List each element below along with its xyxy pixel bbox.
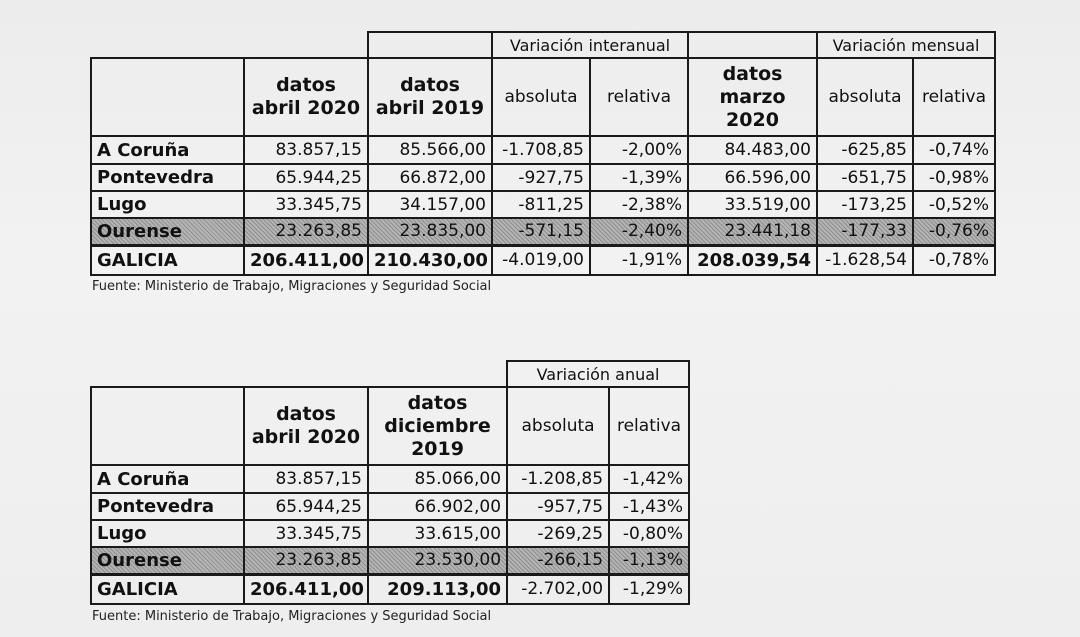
cell-c2: 66.872,00 — [368, 164, 492, 191]
row-label: A Coruña — [91, 136, 244, 164]
cell-c6: -173,25 — [817, 191, 913, 218]
cell-c3: -1.208,85 — [507, 465, 609, 493]
row-label: Ourense — [91, 218, 244, 245]
cell-c2: 85.066,00 — [368, 465, 507, 493]
cell-c3: -4.019,00 — [492, 245, 590, 275]
col-header-relativa: relativa — [913, 58, 995, 136]
row-label: Lugo — [91, 191, 244, 218]
table-row — [91, 547, 689, 574]
table-row — [91, 218, 995, 245]
row-label: Pontevedra — [91, 164, 244, 191]
cell-c6: -177,33 — [817, 218, 913, 245]
cell-c6: -625,85 — [817, 136, 913, 164]
cell-c2: 210.430,00 — [368, 245, 492, 275]
table-row — [91, 164, 995, 191]
cell-c4: -2,00% — [590, 136, 688, 164]
cell-c2: 33.615,00 — [368, 520, 507, 547]
cell-c3: -269,25 — [507, 520, 609, 547]
cell-c3: -957,75 — [507, 493, 609, 520]
cell-c7: -0,98% — [913, 164, 995, 191]
cell-c6: -651,75 — [817, 164, 913, 191]
col-header-absoluta: absoluta — [492, 58, 590, 136]
cell-c1: 65.944,25 — [244, 493, 368, 520]
table-row — [91, 191, 995, 218]
cell-c2: 34.157,00 — [368, 191, 492, 218]
row-label: GALICIA — [91, 245, 244, 275]
cell-c3: -571,15 — [492, 218, 590, 245]
cell-c4: -1,13% — [609, 547, 689, 574]
cell-c4: -1,39% — [590, 164, 688, 191]
header-corner — [91, 387, 244, 465]
table-row — [91, 520, 689, 547]
group-header-mensual: Variación mensual — [817, 32, 995, 58]
cell-c1: 23.263,85 — [244, 547, 368, 574]
col-header-datos-diciembre-2019: datos diciembre 2019 — [368, 387, 507, 465]
table-row — [91, 136, 995, 164]
cell-c4: -2,40% — [590, 218, 688, 245]
col-header-absoluta: absoluta — [507, 387, 609, 465]
cell-c1: 23.263,85 — [244, 218, 368, 245]
cell-c2: 23.835,00 — [368, 218, 492, 245]
col-header-relativa: relativa — [609, 387, 689, 465]
cell-c3: -811,25 — [492, 191, 590, 218]
cell-c7: -0,52% — [913, 191, 995, 218]
row-label: Pontevedra — [91, 493, 244, 520]
cell-c3: -927,75 — [492, 164, 590, 191]
col-header-absoluta: absoluta — [817, 58, 913, 136]
header-spacer — [688, 32, 817, 58]
cell-c2: 23.530,00 — [368, 547, 507, 574]
group-header-interanual: Variación interanual — [492, 32, 688, 58]
cell-c7: -0,78% — [913, 245, 995, 275]
source-note: Fuente: Ministerio de Trabajo, Migraciones y Seguridad Social — [92, 279, 492, 294]
cell-c5: 66.596,00 — [688, 164, 817, 191]
cell-c4: -1,42% — [609, 465, 689, 493]
col-header-datos-marzo-2020: datos marzo 2020 — [688, 58, 817, 136]
col-header-datos-abril-2019: datos abril 2019 — [368, 58, 492, 136]
cell-c1: 83.857,15 — [244, 136, 368, 164]
cell-c1: 206.411,00 — [244, 574, 368, 604]
cell-c4: -1,43% — [609, 493, 689, 520]
cell-c5: 33.519,00 — [688, 191, 817, 218]
cell-c3: -266,15 — [507, 547, 609, 574]
cell-c1: 206.411,00 — [244, 245, 368, 275]
table-row — [91, 493, 689, 520]
cell-c3: -2.702,00 — [507, 574, 609, 604]
cell-c5: 84.483,00 — [688, 136, 817, 164]
col-header-relativa: relativa — [590, 58, 688, 136]
cell-c1: 83.857,15 — [244, 465, 368, 493]
source-note: Fuente: Ministerio de Trabajo, Migraciones y Seguridad Social — [92, 609, 492, 624]
cell-c2: 209.113,00 — [368, 574, 507, 604]
cell-c1: 33.345,75 — [244, 191, 368, 218]
col-header-datos-abril-2020: datos abril 2020 — [244, 58, 368, 136]
table-variacion-anual — [90, 360, 690, 605]
header-spacer — [368, 32, 492, 58]
table-variacion-interanual-mensual — [90, 31, 996, 276]
cell-c6: -1.628,54 — [817, 245, 913, 275]
cell-c1: 65.944,25 — [244, 164, 368, 191]
cell-c1: 33.345,75 — [244, 520, 368, 547]
cell-c5: 208.039,54 — [688, 245, 817, 275]
cell-c4: -1,29% — [609, 574, 689, 604]
cell-c4: -1,91% — [590, 245, 688, 275]
cell-c4: -0,80% — [609, 520, 689, 547]
header-corner — [91, 58, 244, 136]
table-row — [91, 574, 689, 604]
row-label: Ourense — [91, 547, 244, 574]
table-row — [91, 245, 995, 275]
row-label: A Coruña — [91, 465, 244, 493]
cell-c7: -0,76% — [913, 218, 995, 245]
col-header-datos-abril-2020: datos abril 2020 — [244, 387, 368, 465]
table-row — [91, 465, 689, 493]
cell-c7: -0,74% — [913, 136, 995, 164]
cell-c3: -1.708,85 — [492, 136, 590, 164]
row-label: Lugo — [91, 520, 244, 547]
cell-c4: -2,38% — [590, 191, 688, 218]
cell-c2: 85.566,00 — [368, 136, 492, 164]
cell-c5: 23.441,18 — [688, 218, 817, 245]
group-header-anual: Variación anual — [507, 361, 689, 387]
row-label: GALICIA — [91, 574, 244, 604]
cell-c2: 66.902,00 — [368, 493, 507, 520]
